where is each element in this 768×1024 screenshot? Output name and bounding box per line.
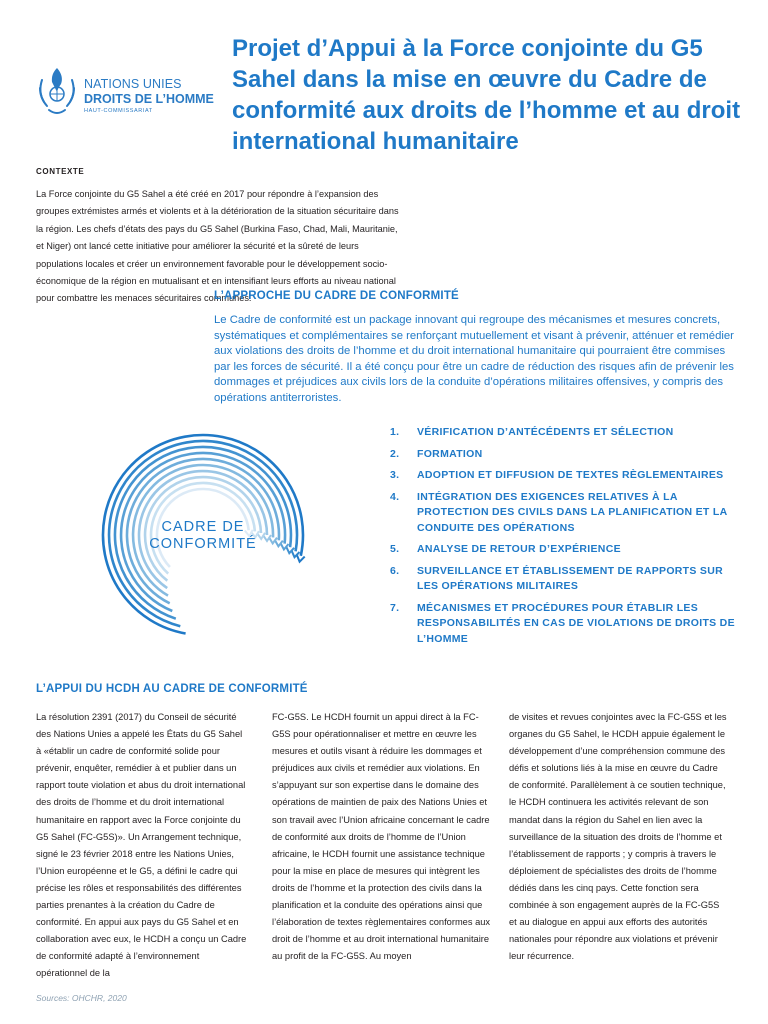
cadre-label-line1: CADRE DE	[161, 519, 245, 535]
approche-heading: L’APPROCHE DU CADRE DE CONFORMITÉ	[214, 290, 459, 302]
step-number: 5.	[390, 543, 400, 555]
step-item	[390, 468, 740, 484]
step-number: 4.	[390, 490, 400, 503]
step-label: VÉRIFICATION D’ANTÉCÉDENTS ET SÉLECTION	[417, 426, 674, 438]
contexte-paragraph: La Force conjointe du G5 Sahel a été créé en 2017 pour répondre à l’expansion des groupes extrémistes armés et violents et à la détérioration de la situation sécuritaire dans la région. Les chefs d’états des pays du G5 Sahel (Burkina Faso, Chad, Mali, Mauritanie, et Niger) ont lancé cette initiative pour améliorer la sécurité et la sûreté de leurs populations locales et créer un environnement favorable pour le développement socio-économique de la région en mutualisant et en intensifiant leurs efforts au niveau national pour combattre les menaces sécuritaires communes.	[36, 189, 399, 304]
step-number: 1.	[390, 426, 400, 438]
step-item	[390, 490, 740, 537]
step-label: FORMATION	[417, 447, 483, 460]
step-number: 6.	[390, 564, 400, 577]
step-label: ANALYSE DE RETOUR D’EXPÉRIENCE	[417, 543, 621, 555]
un-human-rights-logo	[34, 62, 214, 120]
appui-column-3: de visites et revues conjointes avec la FC-G5S et les organes du G5 Sahel, le HCDH appuie également le développement d’une compréhension commune des défis et solutions liés à la mise en œuvre du Cadre de conformité. Parallèlement à ce soutien technique, le HCDH continuera les activités relevant de son mandat dans la région du Sahel en lien avec la surveillance de la situation des droits de l’homme et l’établissement de rapports ; y compris à travers le déploiement de spécialistes des droits de l’homme dédiés dans les cinq pays. Cette fonction sera combinée à son engagement auprès de la FC-G5S et au dialogue en appui aux efforts des autorités nationales pour répondre aux violations et prévenir leur récurrence.	[509, 712, 727, 962]
un-human-rights-emblem-icon	[34, 62, 80, 120]
step-label: SURVEILLANCE ET ÉTABLISSEMENT DE RAPPORTS SUR LES OPÉRATIONS MILITAIRES	[417, 564, 723, 592]
contexte-heading: CONTEXTE	[36, 167, 85, 176]
approche-paragraph: Le Cadre de conformité est un package innovant qui regroupe des mécanismes et mesures concrets, systématiques et complémentaires se renforçant mutuellement et visant à prévenir, atténuer et remédier aux violations des droits de l’homme et du droit international humanitaire qui pourraient être commises par les forces de sécurité. Il a été conçu pour être un cadre de réduction des risques afin de prévenir les dommages et préjudices aux civils lors de la conduite d’opérations militaires offensives, y compris des opérations antiterroristes.	[214, 314, 734, 404]
logo-line-droits: DROITS DE L’HOMME	[84, 92, 214, 106]
step-item	[390, 601, 740, 648]
appui-column-2: FC-G5S. Le HCDH fournit un appui direct à la FC-G5S pour opérationnaliser et mettre en œuvre les mesures et outils visant à réduire les dommages et préjudices aux civils et remédier aux violations. En s’appuyant sur son expertise dans le domaine des opérations de maintien de paix des Nations Unies et son travail avec l’Union africaine concernant le cadre de conformité aux droits de l’homme de l’Union africaine, le HCDH fournit une assistance technique pour la mise en place de mesures qui intègrent les droits de l’homme et la protection des civils dans la planification et la conduite des opérations ainsi que l’élaboration de textes règlementaires conformes aux droit de l’homme et au droit international humanitaire au profit de la FC-G5S. Au moyen	[272, 712, 491, 962]
logo-line-nations-unies: NATIONS UNIES	[84, 77, 182, 91]
step-item	[390, 425, 740, 441]
step-number: 2.	[390, 447, 400, 460]
page-title: Projet d’Appui à la Force conjointe du G5 Sahel dans la mise en œuvre du Cadre de conformité aux droits de l’homme et au droit international humanitaire	[232, 35, 741, 155]
step-label: MÉCANISMES ET PROCÉDURES POUR ÉTABLIR LES RESPONSABILITÉS EN CAS DE VIOLATIONS DE DROITS DE L’HOMME	[417, 601, 735, 645]
cadre-label-line2: CONFORMITÉ	[149, 536, 257, 552]
cadre-conformite-label	[138, 519, 268, 553]
step-item	[390, 564, 740, 595]
step-number: 7.	[390, 601, 400, 614]
appui-heading: L’APPUI DU HCDH AU CADRE DE CONFORMITÉ	[36, 683, 308, 695]
step-label: ADOPTION ET DIFFUSION DE TEXTES RÈGLEMENTAIRES	[417, 469, 724, 481]
step-label: INTÉGRATION DES EXIGENCES RELATIVES À LA PROTECTION DES CIVILS DANS LA PLANIFICATION ET LA CONDUITE DES OPÉRATIONS	[417, 490, 728, 534]
step-item	[390, 447, 740, 463]
source-note: Sources: OHCHR, 2020	[36, 993, 127, 1003]
step-item	[390, 542, 740, 558]
steps-list	[390, 425, 740, 647]
arc-arrowhead	[297, 555, 305, 562]
cadre-conformite-diagram	[100, 420, 310, 670]
appui-column-1: La résolution 2391 (2017) du Conseil de sécurité des Nations Unies a appelé les États du G5 Sahel à «établir un cadre de conformité solide pour prévenir, enquêter, remédier à et publier dans un rapport toute violation et abus du droit international des droits de l’homme et du droit international humanitaire en rapport avec la Force conjointe du G5 Sahel (FC-G5S)». Un Arrangement technique, signé le 23 février 2018 entre les Nations Unies, l’Union européenne et le G5, a défini le cadre qui précise les rôles et responsabilités des différentes parties prenantes à la création du Cadre de conformité. En appui aux pays du G5 Sahel et en collaboration avec eux, le HCDH a conçu un Cadre de conformité adapté à l’environnement opérationnel de la	[36, 712, 247, 979]
logo-line-haut-commissariat: HAUT-COMMISSARIAT	[84, 108, 153, 114]
step-number: 3.	[390, 469, 400, 481]
